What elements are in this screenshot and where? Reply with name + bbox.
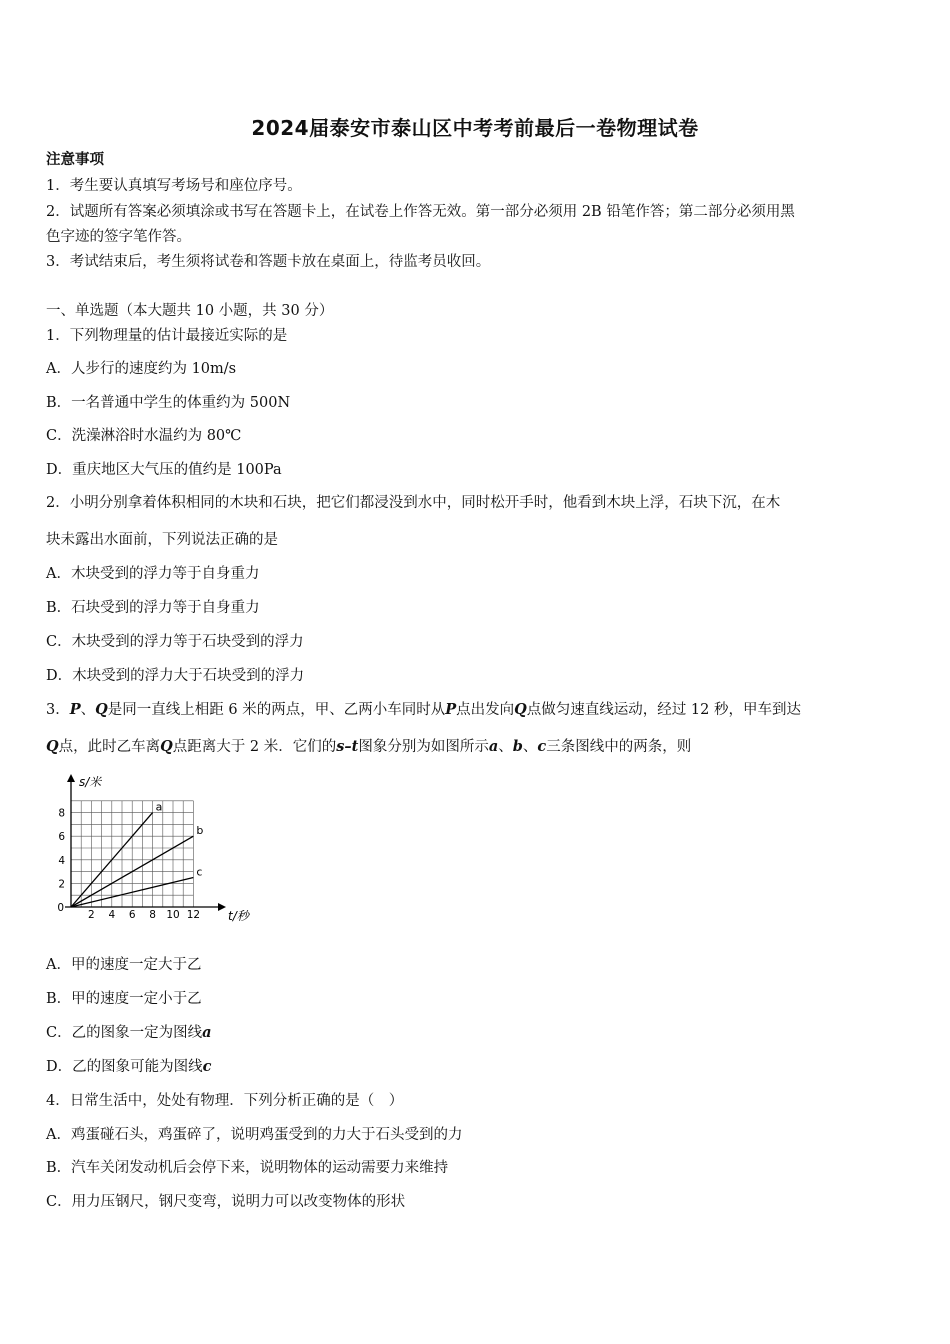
origin-label: 0	[57, 902, 64, 914]
x-tick-label: 4	[108, 909, 116, 921]
q3-option-d: D．乙的图象可能为图线c	[46, 1058, 212, 1075]
q1-option-d: D．重庆地区大气压的值约是 100Pa	[46, 462, 282, 478]
q4-stem: 4．日常生活中，处处有物理．下列分析正确的是（ ）	[46, 1093, 404, 1109]
x-axis-label: t/秒	[228, 909, 249, 923]
x-tick-label: 6	[128, 909, 136, 921]
y-tick-label: 2	[58, 878, 65, 891]
notice-item: 1．考生要认真填写考场号和座位序号。	[46, 178, 302, 194]
notice-item: 2．试题所有答案必须填涂或书写在答题卡上，在试卷上作答无效。第一部分必须用 2B 铅笔作答；第二部分必须用黑	[46, 204, 795, 220]
q3-option-c: C．乙的图象一定为图线a	[46, 1024, 212, 1041]
y-tick-label: 6	[58, 831, 65, 844]
q2-option-a: A．木块受到的浮力等于自身重力	[46, 566, 260, 582]
x-tick-label: 10	[166, 909, 180, 921]
q3-option-b: B．甲的速度一定小于乙	[46, 991, 202, 1007]
y-tick-label: 8	[58, 807, 65, 820]
q2-option-d: D．木块受到的浮力大于石块受到的浮力	[46, 668, 305, 684]
st-graph	[46, 770, 266, 928]
q2-stem: 块未露出水面前，下列说法正确的是	[46, 532, 278, 548]
q2-option-c: C．木块受到的浮力等于石块受到的浮力	[46, 634, 304, 650]
q4-option-a: A．鸡蛋碰石头，鸡蛋碎了，说明鸡蛋受到的力大于石头受到的力	[46, 1127, 463, 1143]
y-tick-label: 4	[58, 854, 65, 867]
q3-option-a: A．甲的速度一定大于乙	[46, 957, 202, 973]
x-tick-label: 8	[149, 909, 156, 921]
y-axis-arrow	[67, 774, 75, 782]
q1-option-c: C．洗澡淋浴时水温约为 80℃	[46, 428, 242, 444]
series-label-c: c	[196, 865, 203, 879]
q4-option-b: B．汽车关闭发动机后会停下来，说明物体的运动需要力来维持	[46, 1160, 449, 1176]
notice-item: 色字迹的签字笔作答。	[46, 229, 191, 245]
exam-title: 2024届泰安市泰山区中考考前最后一卷物理试卷	[251, 116, 699, 140]
notice-item: 3．考试结束后，考生须将试卷和答题卡放在桌面上，待监考员收回。	[46, 254, 491, 270]
section-heading: 一、单选题（本大题共 10 小题，共 30 分）	[46, 303, 334, 319]
q1-stem: 1．下列物理量的估计最接近实际的是	[46, 328, 288, 344]
q1-option-a: A．人步行的速度约为 10m/s	[46, 361, 237, 377]
x-tick-label: 12	[186, 909, 201, 921]
notice-heading: 注意事项	[46, 151, 104, 168]
q3-stem: 3．P、Q是同一直线上相距 6 米的两点，甲、乙两小车同时从P点出发向Q点做匀速直线运动，经过 12 秒，甲车到达	[46, 701, 801, 718]
q2-stem: 2．小明分别拿着体积相同的木块和石块，把它们都浸没到水中，同时松开手时，他看到木块上浮，石块下沉，在木	[46, 495, 781, 511]
series-label-a: a	[155, 800, 163, 814]
series-label-b: b	[196, 824, 204, 838]
y-axis-label: s/米	[79, 775, 102, 789]
q2-option-b: B．石块受到的浮力等于自身重力	[46, 600, 260, 616]
q1-option-b: B．一名普通中学生的体重约为 500N	[46, 395, 291, 411]
q4-option-c: C．用力压钢尺，钢尺变弯，说明力可以改变物体的形状	[46, 1194, 406, 1210]
q3-stem: Q点，此时乙车离Q点距离大于 2 米．它们的s–t图象分别为如图所示a、b、c三条图线中的两条，则	[46, 738, 692, 755]
x-axis-arrow	[218, 903, 226, 911]
x-tick-label: 2	[88, 909, 95, 921]
